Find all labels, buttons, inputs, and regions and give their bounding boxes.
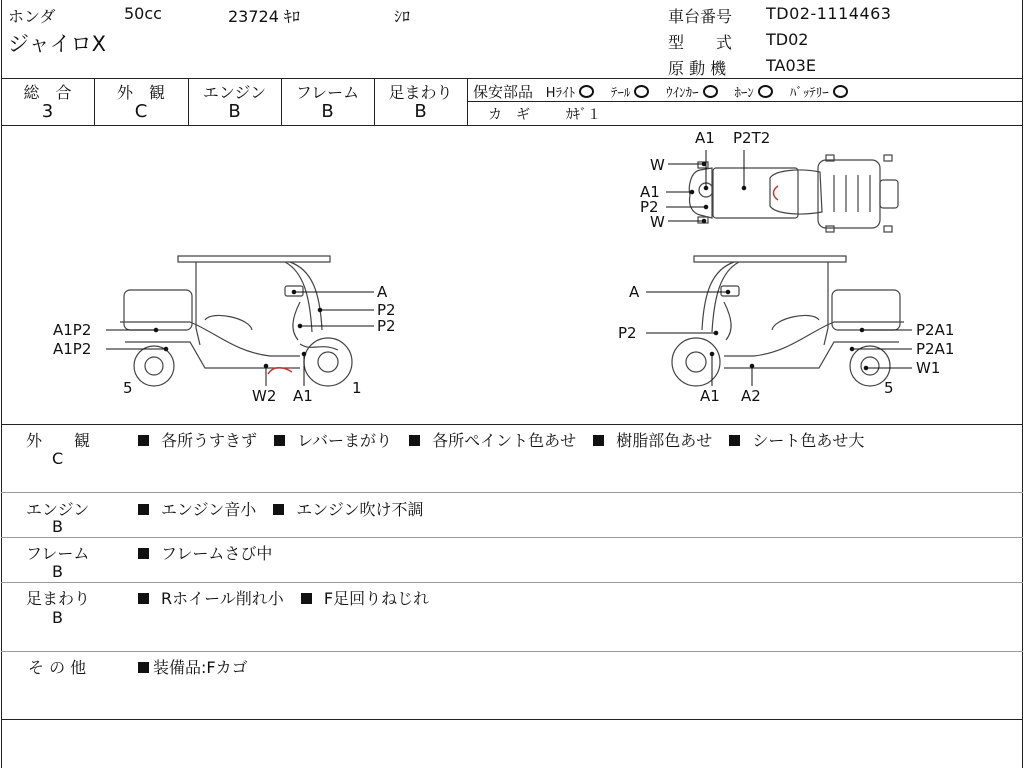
diagram-label: P2 bbox=[640, 198, 659, 216]
note-exterior-items bbox=[138, 428, 876, 451]
model-name: ジャイロX bbox=[8, 32, 106, 56]
note-item: 各所ペイント色あせ bbox=[432, 431, 577, 450]
leader-lines bbox=[106, 150, 912, 386]
diagram-label: W bbox=[650, 156, 665, 174]
ok-circle-icon bbox=[833, 85, 848, 98]
top-view-scooter-drawing bbox=[689, 155, 898, 232]
right-side-scooter-drawing bbox=[672, 256, 904, 386]
key-value: ｶｷﾞ１ bbox=[566, 107, 601, 123]
diagram-bottom-line bbox=[1, 424, 1023, 425]
grade-top-line bbox=[1, 78, 1023, 79]
diagram-label: P2A1 bbox=[916, 321, 955, 339]
engine-value: B bbox=[228, 101, 241, 122]
displacement-text: 50cc bbox=[124, 4, 162, 23]
note-exterior-grade: C bbox=[52, 449, 64, 468]
bullet-square-icon bbox=[274, 435, 285, 446]
note-divider bbox=[1, 582, 1023, 583]
bullet-square-icon bbox=[593, 435, 604, 446]
note-item: 各所うすきず bbox=[161, 431, 258, 450]
diagram-label: A1 bbox=[700, 387, 720, 405]
diagram-label: P2 bbox=[618, 324, 637, 342]
engine-model-label: 原 動 機 bbox=[668, 59, 727, 78]
grade-divider bbox=[467, 78, 468, 125]
bullet-square-icon bbox=[729, 435, 740, 446]
bullet-square-icon bbox=[138, 593, 149, 604]
diagram-label: A1P2 bbox=[53, 340, 92, 358]
safety-row bbox=[473, 81, 860, 102]
damage-diagram bbox=[0, 126, 1024, 424]
engine-model-value: TA03E bbox=[766, 56, 816, 75]
suspension-value: B bbox=[414, 101, 427, 122]
damage-mark bbox=[268, 368, 292, 374]
type-value: TD02 bbox=[766, 30, 809, 49]
key-label: カ ギ bbox=[488, 107, 530, 123]
bullet-square-icon bbox=[138, 435, 149, 446]
note-item: 装備品:Fカゴ bbox=[153, 658, 248, 677]
suspension-label: 足まわり bbox=[388, 83, 453, 102]
safety-item-headlight: Hﾗｲﾄ bbox=[545, 86, 576, 101]
note-divider bbox=[1, 719, 1023, 720]
note-item: シート色あせ大 bbox=[752, 431, 865, 450]
note-suspension-grade: B bbox=[52, 608, 63, 627]
ok-circle-icon bbox=[634, 85, 649, 98]
diagram-label: W2 bbox=[252, 387, 277, 405]
exterior-label: 外 観 bbox=[116, 83, 165, 102]
color-text: ｼﾛ bbox=[394, 7, 411, 26]
left-side-scooter-drawing bbox=[120, 256, 352, 386]
diagram-label: A bbox=[377, 283, 388, 301]
note-engine-label: エンジン bbox=[26, 500, 90, 519]
type-label: 型 式 bbox=[668, 33, 733, 52]
note-frame-grade: B bbox=[52, 562, 63, 581]
note-other-label: そ の 他 bbox=[28, 658, 87, 677]
note-engine-grade: B bbox=[52, 517, 63, 536]
ok-circle-icon bbox=[579, 85, 594, 98]
note-divider bbox=[1, 492, 1023, 493]
note-item: レバーまがり bbox=[297, 431, 392, 450]
diagram-label: A1 bbox=[695, 129, 715, 147]
note-exterior-label: 外 観 bbox=[26, 431, 91, 450]
note-item: フレームさび中 bbox=[161, 544, 273, 563]
frame-label: フレーム bbox=[295, 83, 360, 102]
ok-circle-icon bbox=[758, 85, 773, 98]
note-item: Rホイール削れ小 bbox=[161, 589, 284, 608]
damage-mark bbox=[774, 186, 779, 200]
diagram-label: A1P2 bbox=[53, 321, 92, 339]
diagram-label: P2T2 bbox=[733, 129, 771, 147]
safety-label: 保安部品 bbox=[473, 83, 534, 101]
bullet-square-icon bbox=[138, 548, 149, 559]
overall-value: 3 bbox=[41, 101, 54, 122]
note-suspension-label: 足まわり bbox=[26, 589, 91, 608]
ok-circle-icon bbox=[703, 85, 718, 98]
diagram-label: W bbox=[650, 213, 665, 231]
diagram-label: P2 bbox=[377, 317, 396, 335]
diagram-label: 5 bbox=[884, 379, 894, 397]
bullet-square-icon bbox=[138, 504, 149, 515]
note-item: 樹脂部色あせ bbox=[616, 431, 713, 450]
note-other-items bbox=[138, 655, 248, 678]
note-divider bbox=[1, 651, 1023, 652]
diagram-label: A bbox=[629, 283, 640, 301]
diagram-label: 1 bbox=[352, 379, 362, 397]
diagram-label: W1 bbox=[916, 359, 941, 377]
note-item: F足回りねじれ bbox=[323, 589, 430, 608]
diagram-label: A1 bbox=[293, 387, 313, 405]
note-suspension-items bbox=[138, 586, 441, 609]
mileage-text: 23724 ｷﾛ bbox=[228, 7, 300, 26]
diagram-label: 5 bbox=[123, 379, 133, 397]
diagram-label: A1 bbox=[640, 183, 660, 201]
engine-label: エンジン bbox=[202, 83, 267, 102]
chassis-label: 車台番号 bbox=[668, 7, 733, 26]
note-frame-items bbox=[138, 541, 284, 564]
bullet-square-icon bbox=[409, 435, 420, 446]
safety-item-horn: ﾎｰﾝ bbox=[734, 86, 754, 101]
note-item: エンジン音小 bbox=[161, 500, 257, 519]
safety-item-tail: ﾃｰﾙ bbox=[610, 86, 631, 101]
bullet-square-icon bbox=[273, 504, 284, 515]
note-engine-items bbox=[138, 497, 436, 520]
chassis-number: TD02-1114463 bbox=[766, 4, 892, 23]
note-divider bbox=[1, 537, 1023, 538]
note-frame-label: フレーム bbox=[26, 544, 90, 563]
bullet-square-icon bbox=[301, 593, 312, 604]
bullet-square-icon bbox=[138, 662, 149, 673]
safety-item-battery: ﾊﾞｯﾃﾘｰ bbox=[789, 86, 829, 101]
exterior-value: C bbox=[134, 101, 148, 122]
frame-value: B bbox=[321, 101, 334, 122]
note-item: エンジン吹け不調 bbox=[296, 500, 424, 519]
maker-text: ホンダ bbox=[8, 7, 56, 26]
diagram-label: P2A1 bbox=[916, 340, 955, 358]
overall-label: 総 合 bbox=[23, 83, 72, 102]
diagram-label: A2 bbox=[741, 387, 761, 405]
diagram-label: P2 bbox=[377, 301, 396, 319]
safety-item-winker: ｳｲﾝｶｰ bbox=[666, 86, 699, 101]
